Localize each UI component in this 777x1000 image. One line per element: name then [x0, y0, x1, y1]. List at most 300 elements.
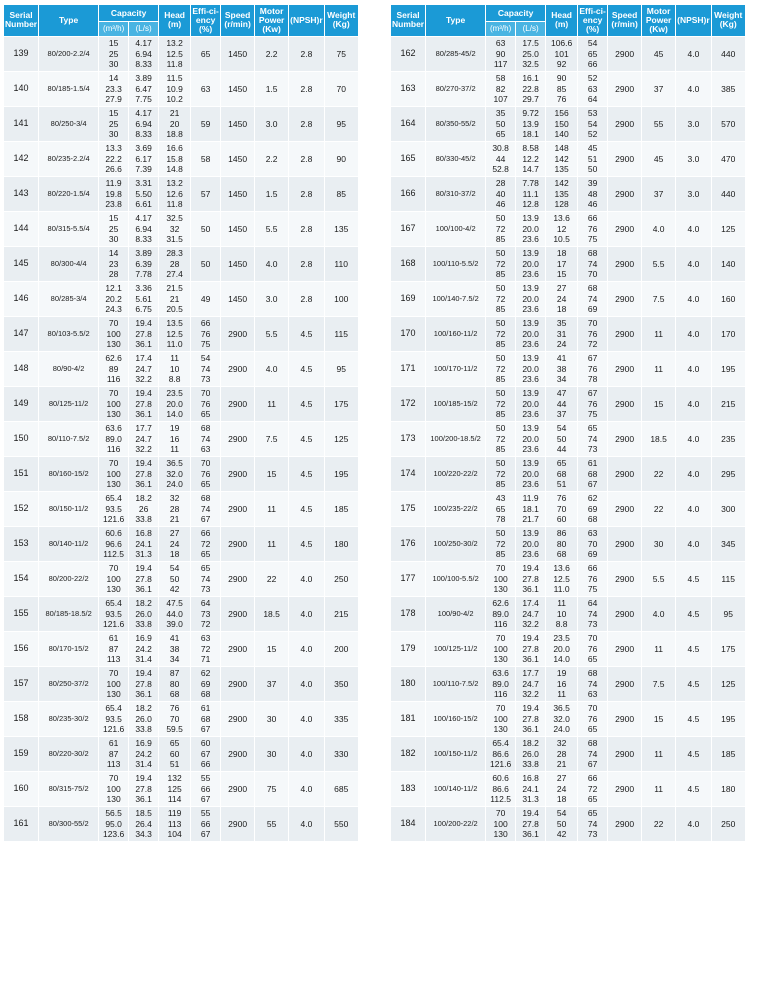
cell-motor-power: 11	[642, 351, 676, 386]
cell-motor-power: 15	[642, 386, 676, 421]
cell-motor-power: 3.0	[255, 281, 289, 316]
cell-speed: 2900	[221, 666, 255, 701]
cell-weight: 550	[324, 806, 358, 841]
cell-type: 100/125-11/2	[426, 631, 486, 666]
cell-capacity-ls: 4.17 6.94 8.33	[129, 36, 159, 71]
cell-type: 100/200-18.5/2	[426, 421, 486, 456]
cell-capacity-ls: 13.9 20.0 23.6	[516, 211, 546, 246]
cell-weight: 440	[711, 176, 745, 211]
cell-type: 100/90-4/2	[426, 596, 486, 631]
cell-type: 100/160-15/2	[426, 701, 486, 736]
table-row	[4, 666, 359, 701]
cell-speed: 2900	[221, 701, 255, 736]
table-row	[391, 456, 746, 491]
cell-weight: 175	[324, 386, 358, 421]
cell-speed: 2900	[221, 596, 255, 631]
cell-motor-power: 55	[255, 806, 289, 841]
cell-capacity-m3h: 60.6 96.6 112.5	[99, 526, 129, 561]
cell-capacity-m3h: 15 25 30	[99, 211, 129, 246]
cell-npshr: 2.8	[289, 106, 325, 141]
cell-motor-power: 37	[642, 176, 676, 211]
cell-capacity-m3h: 63.6 89.0 116	[486, 666, 516, 701]
cell-type: 100/160-11/2	[426, 316, 486, 351]
cell-head: 142 135 128	[546, 176, 578, 211]
cell-type: 80/200-2.2/4	[39, 36, 99, 71]
cell-efficiency: 58	[191, 141, 221, 176]
cell-efficiency: 55 66 67	[191, 806, 221, 841]
cell-capacity-m3h: 65.4 93.5 121.6	[99, 701, 129, 736]
cell-serial-number: 147	[4, 316, 39, 351]
cell-head: 13.6 12.5 11.0	[546, 561, 578, 596]
cell-motor-power: 18.5	[642, 421, 676, 456]
cell-type: 80/235-2.2/4	[39, 141, 99, 176]
cell-speed: 2900	[608, 176, 642, 211]
left-table-container	[3, 4, 387, 842]
cell-weight: 125	[324, 421, 358, 456]
cell-head: 18 17 15	[546, 246, 578, 281]
cell-capacity-m3h: 43 65 78	[486, 491, 516, 526]
cell-weight: 115	[711, 561, 745, 596]
cell-capacity-ls: 17.5 25.0 32.5	[516, 36, 546, 71]
cell-serial-number: 181	[391, 701, 426, 736]
cell-type: 80/125-11/2	[39, 386, 99, 421]
cell-capacity-ls: 8.58 12.2 14.7	[516, 141, 546, 176]
header-weight: Weight (Kg)	[324, 5, 358, 37]
cell-motor-power: 37	[642, 71, 676, 106]
cell-weight: 685	[324, 771, 358, 806]
cell-serial-number: 178	[391, 596, 426, 631]
cell-motor-power: 15	[255, 456, 289, 491]
table-body-left	[4, 36, 359, 841]
table-row	[4, 246, 359, 281]
cell-efficiency: 70 76 65	[191, 456, 221, 491]
table-row	[391, 666, 746, 701]
table-row	[391, 701, 746, 736]
cell-weight: 185	[711, 736, 745, 771]
cell-weight: 250	[324, 561, 358, 596]
cell-type: 80/140-11/2	[39, 526, 99, 561]
table-row	[4, 771, 359, 806]
cell-efficiency: 60 67 66	[191, 736, 221, 771]
cell-speed: 2900	[608, 491, 642, 526]
cell-serial-number: 149	[4, 386, 39, 421]
table-row	[391, 141, 746, 176]
cell-capacity-ls: 19.4 27.8 36.1	[516, 701, 546, 736]
cell-efficiency: 68 74 63	[578, 666, 608, 701]
table-row	[4, 316, 359, 351]
cell-capacity-ls: 3.89 6.39 7.78	[129, 246, 159, 281]
cell-efficiency: 70 76 65	[578, 701, 608, 736]
cell-capacity-m3h: 15 25 30	[99, 106, 129, 141]
cell-capacity-m3h: 65.4 86.6 121.6	[486, 736, 516, 771]
cell-serial-number: 180	[391, 666, 426, 701]
cell-speed: 2900	[608, 526, 642, 561]
table-row	[4, 211, 359, 246]
cell-type: 80/110-7.5/2	[39, 421, 99, 456]
cell-efficiency: 59	[191, 106, 221, 141]
cell-capacity-m3h: 63 90 117	[486, 36, 516, 71]
cell-npshr: 4.5	[676, 736, 712, 771]
cell-capacity-m3h: 50 72 85	[486, 351, 516, 386]
cell-speed: 2900	[608, 666, 642, 701]
table-row	[4, 491, 359, 526]
cell-weight: 135	[324, 211, 358, 246]
cell-capacity-ls: 18.2 26.0 33.8	[516, 736, 546, 771]
cell-weight: 195	[711, 701, 745, 736]
cell-capacity-ls: 13.9 20.0 23.6	[516, 456, 546, 491]
cell-serial-number: 168	[391, 246, 426, 281]
cell-head: 35 31 24	[546, 316, 578, 351]
cell-type: 80/185-18.5/2	[39, 596, 99, 631]
cell-serial-number: 174	[391, 456, 426, 491]
cell-serial-number: 173	[391, 421, 426, 456]
table-row	[4, 281, 359, 316]
cell-capacity-m3h: 70 100 130	[99, 771, 129, 806]
cell-weight: 140	[711, 246, 745, 281]
cell-type: 80/250-3/4	[39, 106, 99, 141]
cell-motor-power: 18.5	[255, 596, 289, 631]
table-row	[391, 176, 746, 211]
cell-serial-number: 140	[4, 71, 39, 106]
cell-speed: 2900	[221, 631, 255, 666]
cell-efficiency: 49	[191, 281, 221, 316]
cell-weight: 300	[711, 491, 745, 526]
cell-motor-power: 4.0	[642, 211, 676, 246]
cell-npshr: 4.0	[676, 246, 712, 281]
cell-type: 80/160-15/2	[39, 456, 99, 491]
cell-efficiency: 70 76 72	[578, 316, 608, 351]
cell-speed: 2900	[608, 316, 642, 351]
cell-capacity-ls: 17.7 24.7 32.2	[516, 666, 546, 701]
cell-capacity-ls: 3.31 5.50 6.61	[129, 176, 159, 211]
cell-capacity-m3h: 70 100 130	[486, 631, 516, 666]
cell-efficiency: 68 74 67	[191, 491, 221, 526]
cell-speed: 2900	[221, 351, 255, 386]
cell-efficiency: 67 76 78	[578, 351, 608, 386]
header-speed: Speed (r/min)	[221, 5, 255, 37]
cell-efficiency: 68 74 63	[191, 421, 221, 456]
cell-capacity-m3h: 50 72 85	[486, 211, 516, 246]
table-row	[4, 386, 359, 421]
cell-efficiency: 66 76 75	[578, 211, 608, 246]
cell-efficiency: 61 68 67	[578, 456, 608, 491]
cell-serial-number: 162	[391, 36, 426, 71]
table-row	[391, 491, 746, 526]
cell-weight: 180	[324, 526, 358, 561]
cell-efficiency: 70 76 65	[578, 631, 608, 666]
cell-efficiency: 57	[191, 176, 221, 211]
cell-npshr: 4.5	[289, 351, 325, 386]
cell-efficiency: 54 65 66	[578, 36, 608, 71]
cell-efficiency: 64 74 73	[578, 596, 608, 631]
table-row	[391, 316, 746, 351]
cell-type: 80/285-45/2	[426, 36, 486, 71]
cell-efficiency: 63 72 71	[191, 631, 221, 666]
cell-motor-power: 11	[255, 491, 289, 526]
table-row	[391, 211, 746, 246]
cell-weight: 250	[711, 806, 745, 841]
header-weight: Weight (Kg)	[711, 5, 745, 37]
cell-capacity-ls: 4.17 6.94 8.33	[129, 106, 159, 141]
cell-serial-number: 139	[4, 36, 39, 71]
cell-head: 41 38 34	[159, 631, 191, 666]
cell-serial-number: 177	[391, 561, 426, 596]
cell-head: 76 70 59.5	[159, 701, 191, 736]
cell-motor-power: 55	[642, 106, 676, 141]
cell-type: 80/250-37/2	[39, 666, 99, 701]
cell-capacity-m3h: 50 72 85	[486, 246, 516, 281]
cell-speed: 2900	[221, 316, 255, 351]
cell-efficiency: 66 76 75	[191, 316, 221, 351]
cell-capacity-m3h: 62.6 89 116	[99, 351, 129, 386]
cell-npshr: 4.0	[676, 36, 712, 71]
cell-serial-number: 144	[4, 211, 39, 246]
cell-capacity-m3h: 70 100 130	[486, 806, 516, 841]
cell-weight: 110	[324, 246, 358, 281]
cell-head: 148 142 135	[546, 141, 578, 176]
table-row	[4, 561, 359, 596]
cell-serial-number: 183	[391, 771, 426, 806]
cell-type: 80/185-1.5/4	[39, 71, 99, 106]
table-row	[4, 456, 359, 491]
cell-speed: 1450	[221, 211, 255, 246]
cell-weight: 100	[324, 281, 358, 316]
cell-serial-number: 175	[391, 491, 426, 526]
cell-type: 80/170-15/2	[39, 631, 99, 666]
header-efficiency: Effi-ci-ency (%)	[191, 5, 221, 37]
cell-npshr: 4.0	[289, 806, 325, 841]
cell-head: 27 24 18	[546, 771, 578, 806]
cell-capacity-ls: 19.4 27.8 36.1	[129, 456, 159, 491]
cell-weight: 345	[711, 526, 745, 561]
cell-capacity-m3h: 61 87 113	[99, 736, 129, 771]
cell-weight: 95	[324, 351, 358, 386]
cell-npshr: 4.0	[289, 736, 325, 771]
cell-type: 100/150-11/2	[426, 736, 486, 771]
cell-capacity-ls: 4.17 6.94 8.33	[129, 211, 159, 246]
cell-motor-power: 11	[255, 526, 289, 561]
cell-head: 11 10 8.8	[546, 596, 578, 631]
cell-npshr: 4.5	[289, 421, 325, 456]
cell-efficiency: 65 74 73	[191, 561, 221, 596]
cell-head: 65 68 51	[546, 456, 578, 491]
cell-motor-power: 2.2	[255, 36, 289, 71]
cell-weight: 215	[324, 596, 358, 631]
cell-serial-number: 160	[4, 771, 39, 806]
cell-efficiency: 50	[191, 211, 221, 246]
header-type: Type	[39, 5, 99, 37]
cell-speed: 1450	[221, 246, 255, 281]
cell-weight: 470	[711, 141, 745, 176]
cell-speed: 2900	[608, 36, 642, 71]
cell-serial-number: 164	[391, 106, 426, 141]
cell-npshr: 2.8	[289, 141, 325, 176]
cell-efficiency: 52 63 64	[578, 71, 608, 106]
cell-capacity-ls: 18.2 26.0 33.8	[129, 596, 159, 631]
table-row	[4, 141, 359, 176]
cell-capacity-ls: 17.4 24.7 32.2	[129, 351, 159, 386]
cell-efficiency: 50	[191, 246, 221, 281]
table-row	[4, 351, 359, 386]
table-row	[4, 596, 359, 631]
cell-serial-number: 150	[4, 421, 39, 456]
table-header-right	[391, 5, 746, 37]
cell-type: 80/90-4/2	[39, 351, 99, 386]
header-type: Type	[426, 5, 486, 37]
cell-efficiency: 39 48 46	[578, 176, 608, 211]
right-table-container	[390, 4, 774, 842]
cell-speed: 2900	[608, 806, 642, 841]
table-row	[4, 71, 359, 106]
table-row	[4, 176, 359, 211]
header-capacity-ls: (L/s)	[516, 22, 546, 36]
cell-npshr: 2.8	[289, 71, 325, 106]
cell-motor-power: 37	[255, 666, 289, 701]
cell-type: 100/235-22/2	[426, 491, 486, 526]
cell-type: 100/200-22/2	[426, 806, 486, 841]
cell-capacity-m3h: 11.9 19.8 23.8	[99, 176, 129, 211]
cell-motor-power: 15	[255, 631, 289, 666]
cell-npshr: 4.0	[289, 596, 325, 631]
cell-npshr: 4.0	[676, 456, 712, 491]
cell-capacity-ls: 18.5 26.4 34.3	[129, 806, 159, 841]
table-header-left	[4, 5, 359, 37]
cell-type: 80/350-55/2	[426, 106, 486, 141]
cell-type: 100/110-7.5/2	[426, 666, 486, 701]
header-efficiency: Effi-ci-ency (%)	[578, 5, 608, 37]
cell-weight: 170	[711, 316, 745, 351]
cell-npshr: 3.0	[676, 141, 712, 176]
header-capacity-m3h: (m³/h)	[99, 22, 129, 36]
cell-weight: 160	[711, 281, 745, 316]
cell-serial-number: 161	[4, 806, 39, 841]
cell-motor-power: 5.5	[255, 316, 289, 351]
cell-weight: 195	[324, 456, 358, 491]
cell-weight: 185	[324, 491, 358, 526]
cell-weight: 195	[711, 351, 745, 386]
cell-efficiency: 53 54 52	[578, 106, 608, 141]
cell-capacity-m3h: 50 72 85	[486, 316, 516, 351]
cell-capacity-m3h: 70 100 130	[486, 701, 516, 736]
cell-efficiency: 65	[191, 36, 221, 71]
cell-capacity-m3h: 70 100 130	[99, 386, 129, 421]
cell-efficiency: 54 74 73	[191, 351, 221, 386]
cell-motor-power: 11	[255, 386, 289, 421]
cell-serial-number: 179	[391, 631, 426, 666]
cell-npshr: 4.5	[289, 526, 325, 561]
cell-efficiency: 65 74 73	[578, 421, 608, 456]
cell-capacity-ls: 13.9 20.0 23.6	[516, 351, 546, 386]
cell-motor-power: 5.5	[642, 246, 676, 281]
cell-head: 119 113 104	[159, 806, 191, 841]
cell-motor-power: 30	[642, 526, 676, 561]
cell-capacity-m3h: 14 23.3 27.9	[99, 71, 129, 106]
cell-capacity-m3h: 50 72 85	[486, 281, 516, 316]
cell-head: 86 80 68	[546, 526, 578, 561]
cell-capacity-m3h: 70 100 130	[99, 456, 129, 491]
cell-serial-number: 169	[391, 281, 426, 316]
cell-motor-power: 1.5	[255, 71, 289, 106]
cell-weight: 385	[711, 71, 745, 106]
cell-motor-power: 11	[642, 736, 676, 771]
cell-motor-power: 7.5	[642, 666, 676, 701]
cell-head: 21 20 18.8	[159, 106, 191, 141]
cell-type: 80/200-22/2	[39, 561, 99, 596]
cell-npshr: 3.0	[676, 176, 712, 211]
cell-motor-power: 4.0	[255, 246, 289, 281]
cell-speed: 2900	[221, 806, 255, 841]
cell-type: 80/315-75/2	[39, 771, 99, 806]
cell-weight: 85	[324, 176, 358, 211]
cell-npshr: 4.5	[676, 631, 712, 666]
cell-npshr: 4.0	[289, 561, 325, 596]
cell-npshr: 4.5	[289, 456, 325, 491]
cell-capacity-ls: 19.4 27.8 36.1	[129, 666, 159, 701]
cell-type: 80/300-4/4	[39, 246, 99, 281]
cell-efficiency: 66 72 65	[578, 771, 608, 806]
cell-motor-power: 22	[642, 491, 676, 526]
cell-serial-number: 170	[391, 316, 426, 351]
cell-type: 80/235-30/2	[39, 701, 99, 736]
cell-head: 106.6 101 92	[546, 36, 578, 71]
cell-speed: 2900	[221, 736, 255, 771]
cell-capacity-m3h: 12.1 20.2 24.3	[99, 281, 129, 316]
cell-efficiency: 68 74 69	[578, 281, 608, 316]
cell-motor-power: 75	[255, 771, 289, 806]
cell-speed: 2900	[221, 771, 255, 806]
table-row	[391, 281, 746, 316]
header-capacity-ls: (L/s)	[129, 22, 159, 36]
cell-head: 47.5 44.0 39.0	[159, 596, 191, 631]
cell-capacity-ls: 19.4 27.8 36.1	[129, 771, 159, 806]
cell-npshr: 4.0	[676, 806, 712, 841]
header-head: Head (m)	[546, 5, 578, 37]
cell-weight: 200	[324, 631, 358, 666]
cell-head: 54 50 44	[546, 421, 578, 456]
table-row	[4, 701, 359, 736]
cell-type: 80/220-30/2	[39, 736, 99, 771]
table-row	[4, 421, 359, 456]
cell-speed: 1450	[221, 281, 255, 316]
header-serial: Serial Number	[391, 5, 426, 37]
pump-table-right	[390, 4, 746, 842]
cell-head: 27 24 18	[159, 526, 191, 561]
header-serial: Serial Number	[4, 5, 39, 37]
cell-speed: 2900	[608, 281, 642, 316]
cell-head: 54 50 42	[159, 561, 191, 596]
cell-speed: 2900	[221, 561, 255, 596]
cell-efficiency: 68 74 67	[578, 736, 608, 771]
cell-weight: 570	[711, 106, 745, 141]
cell-efficiency: 55 66 67	[191, 771, 221, 806]
cell-capacity-m3h: 30.8 44 52.8	[486, 141, 516, 176]
cell-efficiency: 63 70 69	[578, 526, 608, 561]
cell-head: 32.5 32 31.5	[159, 211, 191, 246]
cell-capacity-ls: 19.4 27.8 36.1	[516, 631, 546, 666]
cell-head: 19 16 11	[159, 421, 191, 456]
cell-serial-number: 153	[4, 526, 39, 561]
cell-weight: 295	[711, 456, 745, 491]
cell-speed: 2900	[608, 596, 642, 631]
cell-serial-number: 154	[4, 561, 39, 596]
cell-efficiency: 61 68 67	[191, 701, 221, 736]
cell-capacity-ls: 3.36 5.61 6.75	[129, 281, 159, 316]
cell-capacity-ls: 11.9 18.1 21.7	[516, 491, 546, 526]
cell-type: 100/250-30/2	[426, 526, 486, 561]
cell-motor-power: 5.5	[255, 211, 289, 246]
cell-motor-power: 22	[255, 561, 289, 596]
cell-head: 21.5 21 20.5	[159, 281, 191, 316]
